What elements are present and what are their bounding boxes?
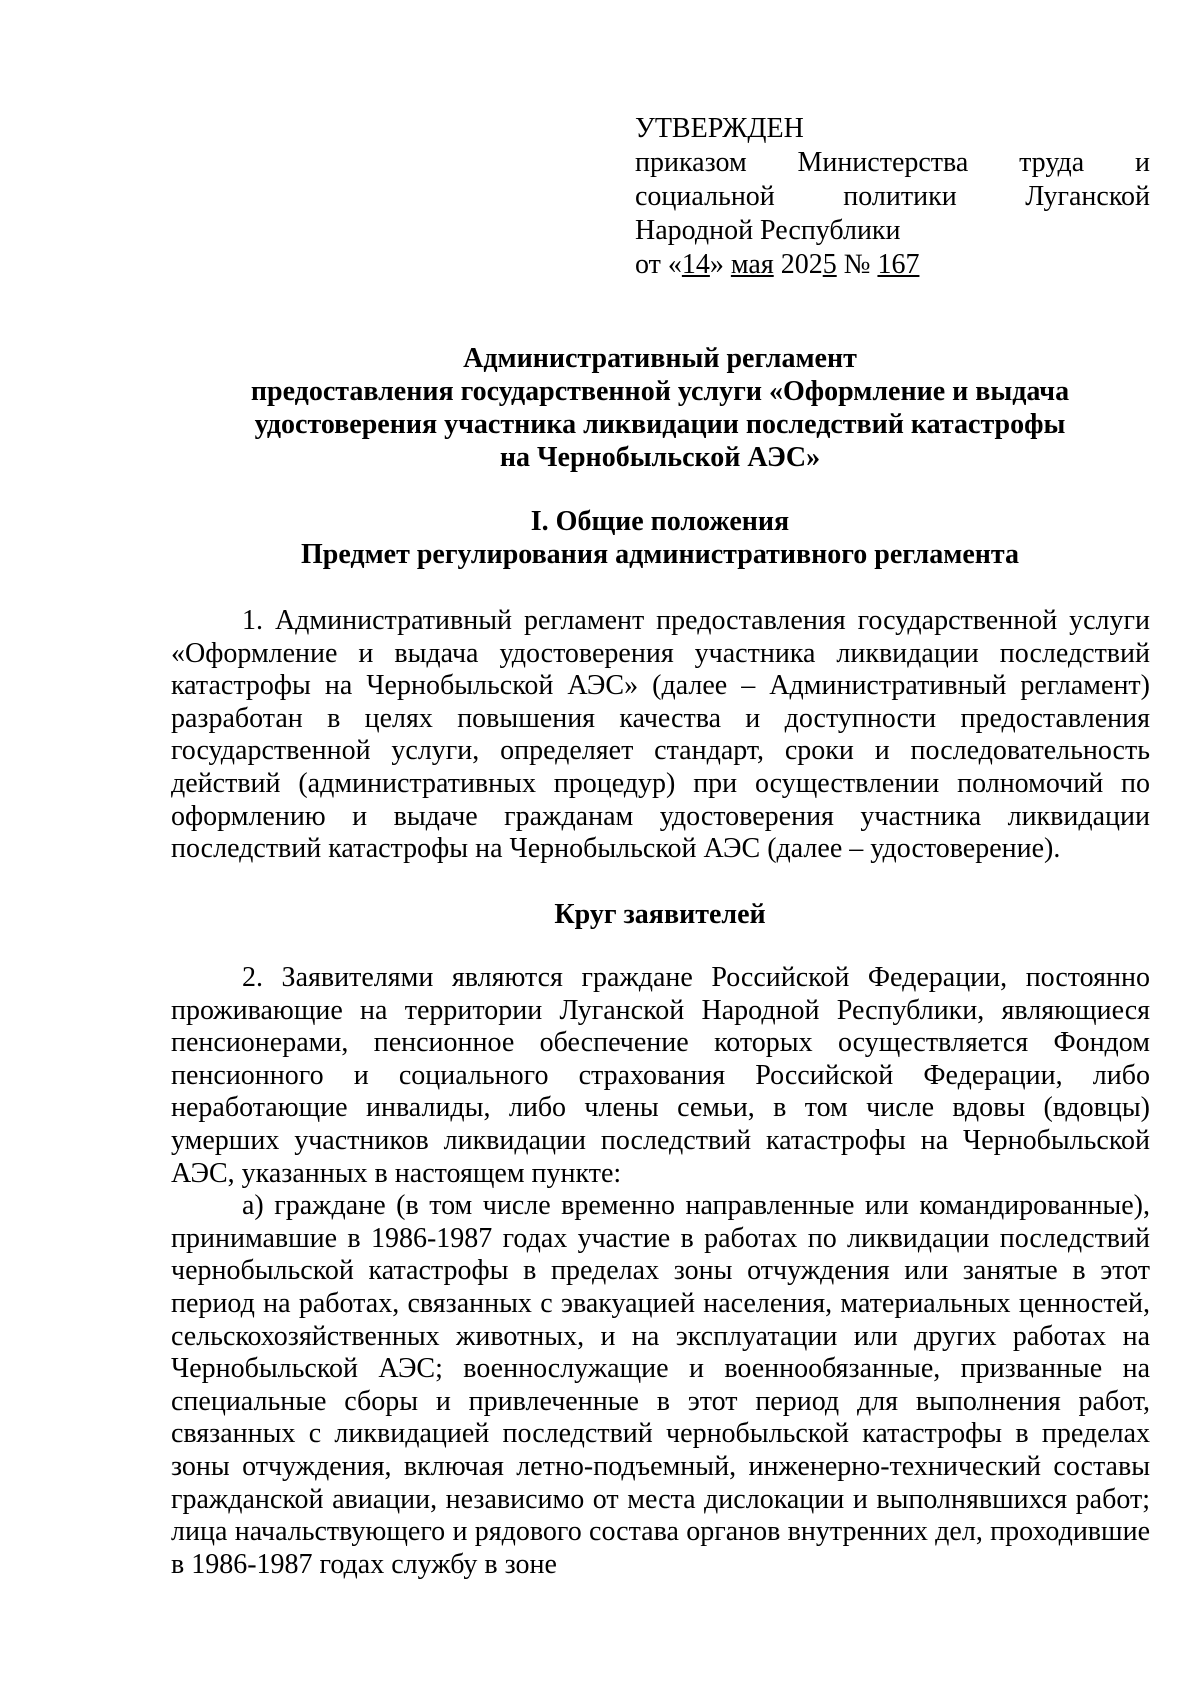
paragraph-1-text: 1. Административный регламент предоставления государственной услуги «Оформление и выдача удостоверения участника ликвидации последствий катастрофы на Чернобыльской АЭС» (далее – Административный регламент) разработан в целях повышения качества и доступности предоставления государственной услуги, определяет стандарт, сроки и последовательность действий (административных процедур) при осуществлении полномочий по оформлению и выдаче гражданам удостоверения участника ликвидации последствий катастрофы на Чернобыльской АЭС (далее – удостоверение).: [171, 605, 1150, 865]
section-1-subtitle: Предмет регулирования административного регламента: [301, 539, 1019, 570]
order-number: 167: [877, 249, 920, 280]
section-1-title: I. Общие положения: [530, 506, 790, 537]
approval-date: [635, 248, 1150, 282]
document-title-line-3: удостоверения участника ликвидации последствий катастрофы: [254, 409, 1066, 440]
date-mid: »: [709, 249, 731, 280]
document-title: [170, 342, 1150, 474]
date-month: мая: [730, 249, 774, 280]
paragraph-2-text: 2. Заявителями являются граждане Российской Федерации, постоянно проживающие на территории Луганской Народной Республики, являющиеся пенсионерами, пенсионное обеспечение которых осуществляется Фондом пенсионного и социального страхования Российской Федерации, либо неработающие инвалиды, либо члены семьи, в том числе вдовы (вдовцы) умерших участников ликвидации последствий катастрофы на Чернобыльской АЭС, указанных в настоящем пункте:: [171, 962, 1150, 1189]
section-2-title: Круг заявителей: [554, 899, 766, 930]
number-sign: №: [836, 249, 878, 280]
date-year-prefix: 202: [773, 249, 823, 280]
date-day: 14: [681, 249, 710, 280]
approval-stamp: [635, 112, 1150, 282]
date-year-suffix: 5: [822, 249, 837, 280]
document-title-line-1: Административный регламент: [463, 343, 857, 374]
paragraph-2: [171, 962, 1150, 1581]
approval-line-3: Народной Республики: [635, 215, 901, 246]
document-title-line-2: предоставления государственной услуги «Оформление и выдача: [250, 376, 1070, 407]
approval-line-1: приказом Министерства труда и: [635, 147, 1150, 178]
document-title-line-4: на Чернобыльской АЭС»: [499, 442, 821, 473]
approval-title: УТВЕРЖДЕН: [635, 113, 804, 144]
section-1-heading: [170, 505, 1150, 571]
section-2-heading: [170, 898, 1150, 931]
paragraph-2a-text: а) граждане (в том числе временно направленные или командированные), принимавшие в 1986-1987 годах участие в работах по ликвидации последствий чернобыльской катастрофы в пределах зоны отчуждения или занятые в этот период на работах, связанных с эвакуацией населения, материальных ценностей, сельскохозяйственных животных, и на эксплуатации или других работах на Чернобыльской АЭС; военнослужащие и военнообязанные, призванные на специальные сборы и привлеченные в этот период для выполнения работ, связанных с ликвидацией последствий чернобыльской катастрофы в пределах зоны отчуждения, включая летно-подъемный, инженерно-технический составы гражданской авиации, независимо от места дислокации и выполнявшихся работ; лица начальствующего и рядового состава органов внутренних дел, проходившие в 1986-1987 годах службу в зоне: [171, 1190, 1150, 1580]
paragraph-1: [171, 605, 1150, 866]
approval-line-2: социальной политики Луганской: [635, 181, 1150, 212]
date-prefix: от «: [635, 249, 682, 280]
